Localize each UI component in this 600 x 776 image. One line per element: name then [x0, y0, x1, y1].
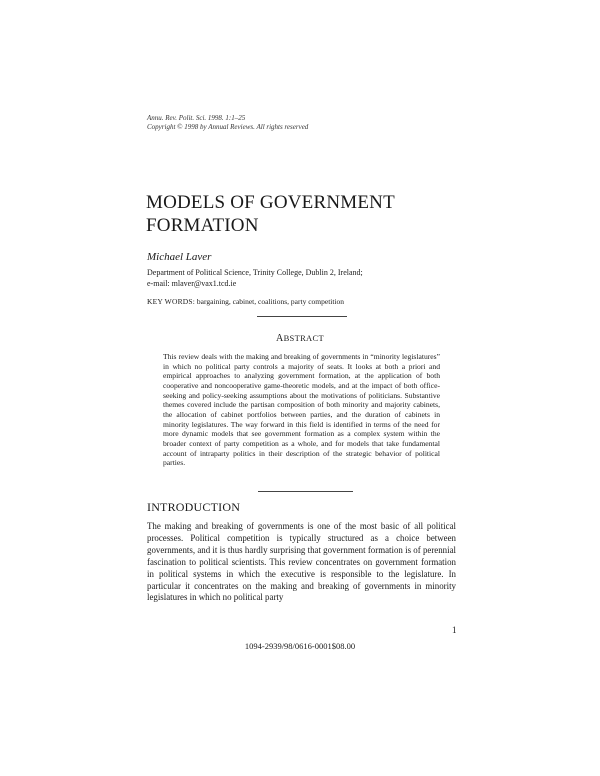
abstract-heading-initial: A	[276, 333, 284, 344]
divider-bottom	[258, 491, 353, 492]
title-line-2: FORMATION	[146, 215, 259, 236]
title-line-1: MODELS OF GOVERNMENT	[146, 192, 395, 213]
page-number: 1	[452, 625, 457, 635]
footer-code: 1094-2939/98/0616-0001$08.00	[244, 641, 356, 651]
keywords-label: KEY WORDS:	[147, 297, 196, 306]
keywords	[147, 297, 344, 306]
abstract	[163, 352, 440, 468]
abstract-text: This review deals with the making and breaking of governments in “minority legislatures” in which no political party controls a majority of seats. It looks at both a priori and empirical approaches to analyzing government formation, at the application of both cooperative and noncooperative game-theoretic models, and at the impact of both office-seeking and policy-seeking assumptions about the motivations of politicians. Substantive themes covered include the partisan composition of both minority and majority cabinets, the allocation of cabinet portfolios between parties, and the duration of cabinets in minority legislatures. The way forward in this field is identified in terms of the need for more dynamic models that see government formation as a complex system within the broader context of party competition as a whole, and for models that take fundamental account of intraparty politics in their description of the strategic behavior of political parties.	[163, 352, 440, 468]
section-heading: INTRODUCTION	[147, 500, 241, 514]
journal-citation: Annu. Rev. Polit. Sci. 1998. 1:1–25	[147, 114, 246, 122]
affiliation-line-1: Department of Political Science, Trinity College, Dublin 2, Ireland;	[147, 268, 363, 277]
intro-body	[147, 521, 456, 604]
author-name: Michael Laver	[147, 251, 212, 263]
copyright-line: Copyright © 1998 by Annual Reviews. All rights reserved	[147, 123, 309, 131]
article-title	[146, 191, 395, 237]
abstract-heading	[0, 333, 600, 344]
abstract-heading-rest: BSTRACT	[283, 333, 324, 343]
email-line: e-mail: mlaver@vax1.tcd.ie	[147, 279, 237, 288]
divider-top	[257, 316, 347, 317]
intro-paragraph: The making and breaking of governments is one of the most basic of all political processes. Political competition is typically structured as a choice between governments, and it is thus hardly surprising that government formation is of perennial fascination to political scientists. This review concentrates on government formation in political systems in which the executive is responsible to the legislature. In particular it concentrates on the making and breaking of governments in minority legislatures in which no political party	[147, 521, 456, 603]
journal-header	[147, 114, 308, 132]
affiliation	[147, 267, 363, 289]
keywords-list: bargaining, cabinet, coalitions, party competition	[196, 297, 345, 306]
